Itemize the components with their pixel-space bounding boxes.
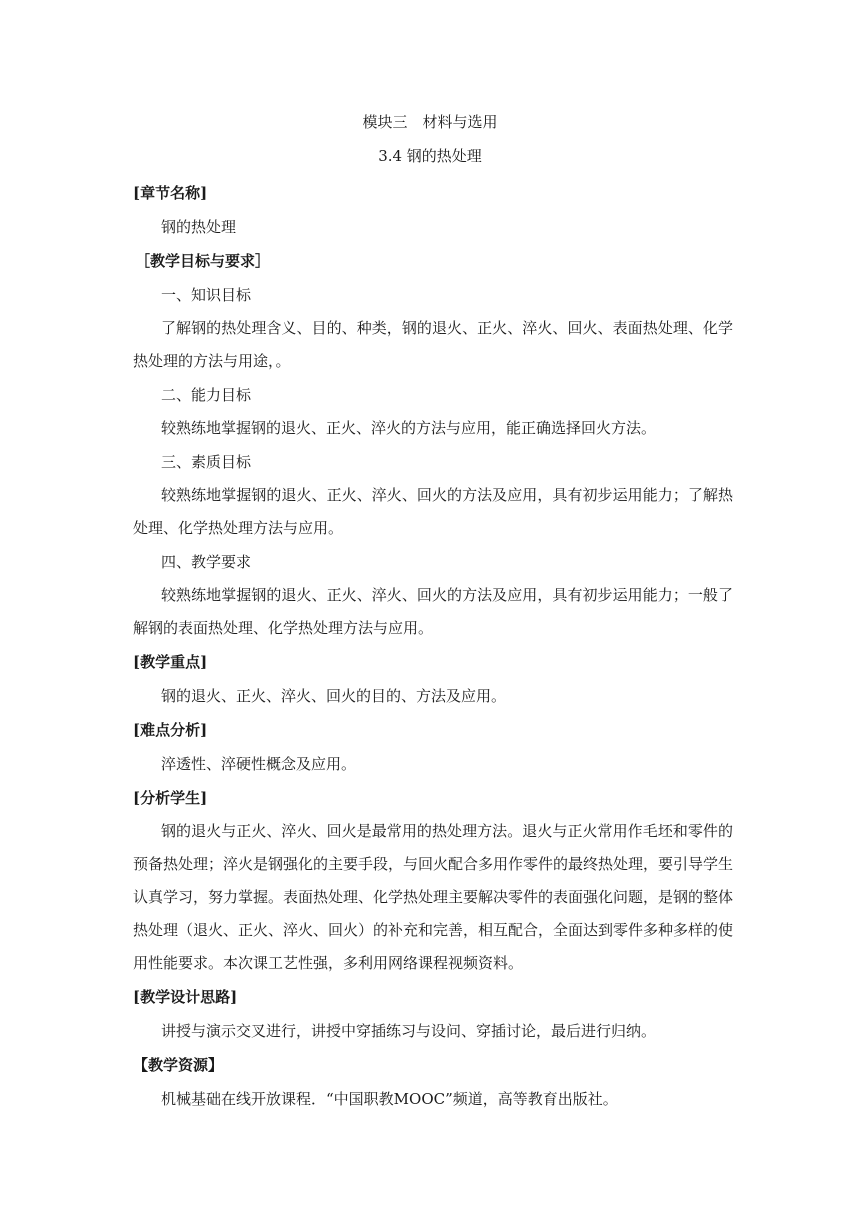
document-body (133, 176, 733, 1116)
resources-heading: 【教学资源】 (133, 1056, 224, 1074)
knowledge-objective-text: 了解钢的热处理含义、目的、种类，钢的退火、正火、淬火、回火、表面热处理、化学热处理的方法与用途，。 (133, 319, 733, 370)
knowledge-objective-heading: 一、知识目标 (161, 286, 252, 304)
quality-objective-heading: 三、素质目标 (161, 453, 252, 471)
student-analysis-heading: [分析学生] (133, 789, 208, 807)
key-points-heading: [教学重点] (133, 653, 208, 671)
design-heading: [教学设计思路] (133, 988, 238, 1006)
teaching-requirement-text: 较熟练地掌握钢的退火、正火、淬火、回火的方法及应用，具有初步运用能力；一般了解钢的表面热处理、化学热处理方法与应用。 (133, 586, 733, 637)
resources-text: 机械基础在线开放课程．“中国职教MOOC”频道，高等教育出版社。 (161, 1090, 618, 1108)
objectives-heading: ［教学目标与要求］ (135, 252, 271, 270)
ability-objective-heading: 二、能力目标 (161, 386, 252, 404)
student-analysis-text: 钢的退火与正火、淬火、回火是最常用的热处理方法。退火与正火常用作毛坯和零件的预备热处理；淬火是钢强化的主要手段，与回火配合多用作零件的最终热处理，要引导学生认真学习，努力掌握。表面热处理、化学热处理主要解决零件的表面强化问题，是钢的整体热处理（退火、正火、淬火、回火）的补充和完善，相互配合，全面达到零件多种多样的使用性能要求。本次课工艺性强，多利用网络课程视频资料。 (133, 822, 734, 972)
chapter-name-heading: [章节名称] (133, 184, 208, 202)
difficulties-heading: [难点分析] (133, 721, 208, 739)
chapter-name-text: 钢的热处理 (161, 218, 237, 236)
teaching-requirement-heading: 四、教学要求 (161, 553, 252, 571)
design-text: 讲授与演示交叉进行，讲授中穿插练习与设问、穿插讨论，最后进行归纳。 (161, 1022, 657, 1040)
module-title: 模块三 材料与选用 (362, 113, 498, 131)
section-title: 3.4 钢的热处理 (378, 147, 482, 165)
difficulties-text: 淬透性、淬硬性概念及应用。 (161, 755, 357, 773)
key-points-text: 钢的退火、正火、淬火、回火的目的、方法及应用。 (161, 687, 507, 705)
ability-objective-text: 较熟练地掌握钢的退火、正火、淬火的方法与应用，能正确选择回火方法。 (161, 419, 657, 437)
quality-objective-text: 较熟练地掌握钢的退火、正火、淬火、回火的方法及应用，具有初步运用能力；了解热处理、化学热处理方法与应用。 (133, 486, 733, 537)
